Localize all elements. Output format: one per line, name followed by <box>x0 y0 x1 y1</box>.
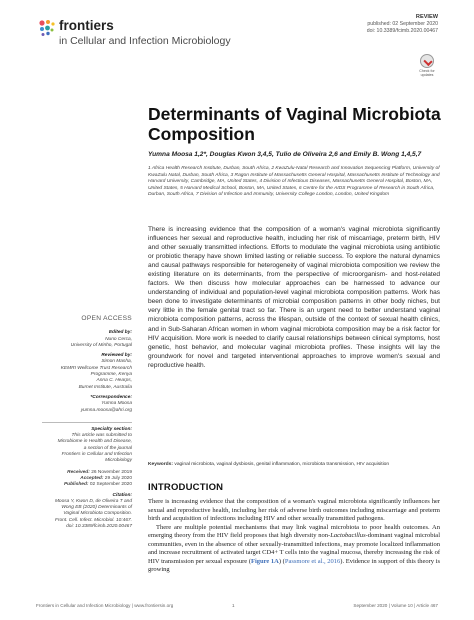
citation-line-2: Wong EB (2020) Determinants of <box>61 505 132 511</box>
specialty-label: Specialty section: <box>91 426 132 432</box>
crossmark-icon <box>420 54 434 68</box>
correspondence-name: Yumna Moosa <box>101 401 132 407</box>
doi-link[interactable]: doi: 10.3389/fcimb.2020.00467 <box>366 28 438 34</box>
article-type: REVIEW <box>415 14 438 20</box>
frontiers-logo[interactable] <box>38 19 238 59</box>
keywords <box>148 462 448 467</box>
reviewed-by-label: Reviewed by: <box>101 353 132 359</box>
introduction-body <box>148 498 440 575</box>
intro-p2-italic: Lactobacillus <box>330 532 366 539</box>
specialty-line-4: Frontiers in Cellular and Infection <box>61 452 132 458</box>
correspondence-email[interactable]: yumna.moosa@ahri.org <box>80 407 132 413</box>
published-date: published: 02 September 2020 <box>367 21 438 27</box>
received-value: 26 November 2019 <box>91 469 132 475</box>
footer-issue-info: September 2020 | Volume 10 | Article 467 <box>353 603 438 608</box>
editor-name: Nuno Cerca, <box>105 336 132 342</box>
open-access-label: OPEN ACCESS <box>81 315 132 322</box>
crossmark-label: Check for updates <box>419 69 435 77</box>
page-number: 1 <box>232 603 235 608</box>
editor-affil: University of Minho, Portugal <box>70 342 132 348</box>
figure-1a-link[interactable]: Figure 1A <box>251 557 279 565</box>
specialty-line-1: This article was submitted to <box>71 433 132 439</box>
citation-link-passmore[interactable]: Passmore et al., 2016 <box>284 557 341 565</box>
affiliations: 1 Africa Health Research Institute, Durban, South Africa, 2 KwaZulu-Natal Research and Innovation Sequencing Platform, University of KwaZulu Natal, Durban, South Africa, 3 Ragon Institute of Massachusetts General Hospital, Massachusetts Institute of Technology and Harvard University, Cambridge, MA, United States, 4 Division of Infectious Diseases, Massachusetts General Hospital, Boston, MA, United States, 5 Harvard Medical School, Boston, MA, United States, 6 Centre for the AIDS Programme of Research in South Africa, Durban, South Africa, 7 Division of Infection and Immunity, University College London, London, United Kingdom <box>148 166 440 197</box>
correspondence-label: *Correspondence: <box>90 394 132 400</box>
specialty-line-3: a section of the journal <box>83 445 132 451</box>
citation-line-5[interactable]: doi: 10.3389/fcimb.2020.00467 <box>66 524 132 530</box>
intro-p2-part-b: -dominant vaginal microbial communities, even in the absence of other sexually-transmitted infections, may promote localized inflammation and increase recruitment of activated target CD4+ T cells into the vaginal mucosa, thereby increasing the risk of HIV transmission per sexual exposure ( <box>148 532 441 565</box>
introduction-heading: INTRODUCTION <box>148 482 224 493</box>
received-label: Received: <box>67 469 90 475</box>
footer-journal-link[interactable]: Frontiers in Cellular and Infection Microbiology | www.frontiersin.org <box>36 603 174 608</box>
citation-line-1: Moosa Y, Kwon D, de Oliveira T and <box>54 498 132 504</box>
intro-p2-part-c: ) ( <box>278 557 285 565</box>
intro-p2-part-a: There are multiple potential mechanisms that may link vaginal microbiota to poor health outcomes. An emerging theory from the HIV field proposes that high diversity non- <box>148 523 440 539</box>
title-line-2: Composition <box>148 124 255 144</box>
published-date-sidebar <box>40 482 132 488</box>
citation-line-4: Front. Cell. Infect. Microbiol. 10:467. <box>54 517 132 523</box>
title-line-1: Determinants of Vaginal Microbiota <box>148 104 441 124</box>
specialty-line-5: Microbiology <box>105 458 132 464</box>
journal-header <box>0 0 474 80</box>
specialty-line-2: Microbiome in Health and Disease, <box>57 439 132 445</box>
intro-p2-part-d: ). Evidence in support of this theory is growing <box>148 557 440 573</box>
published-value: 02 September 2020 <box>89 482 132 488</box>
sidebar-divider <box>42 422 132 423</box>
keywords-label: Keywords: <box>148 462 174 467</box>
article-meta <box>367 14 438 35</box>
published-label: Published: <box>63 482 89 488</box>
reviewer-1-name: Simon Masha, <box>101 359 132 365</box>
accepted-value: 29 July 2020 <box>104 475 132 481</box>
keywords-list: vaginal microbiota, vaginal dysbiosis, genital inflammation, microbiota transmission, HIV acquisition <box>174 462 390 467</box>
article-dates <box>40 470 132 489</box>
reviewer-2-affil: Burnet Institute, Australia <box>78 384 132 390</box>
citation-line-3: Vaginal Microbiota Composition. <box>63 511 132 517</box>
check-for-updates-button[interactable] <box>416 54 438 80</box>
article-sidebar <box>40 316 132 530</box>
reviewer-1-affil-2: Programme, Kenya <box>90 372 132 378</box>
citation-label: Citation: <box>112 492 132 498</box>
frontiers-logo-icon <box>38 19 56 37</box>
brand-name: frontiers <box>59 18 114 33</box>
intro-paragraph-1: There is increasing evidence that the composition of a woman's vaginal microbiota significantly influences her sexual and reproductive health, including her risk of adverse birth outcomes including miscarriage and preterm birth and acquisition of infections including HIV and other sexually transmitted pathogens. <box>148 498 440 522</box>
reviewer-2-name: Anna C. Hearps, <box>96 378 132 384</box>
reviewer-1-affil: KEMRI Wellcome Trust Research <box>60 365 132 371</box>
edited-by-label: Edited by: <box>108 330 132 336</box>
intro-paragraph-2 <box>148 524 440 575</box>
accepted-label: Accepted: <box>80 475 104 481</box>
article-title <box>148 104 448 144</box>
abstract: There is increasing evidence that the composition of a woman's vaginal microbiota significantly influences her sexual and reproductive health, including her risk of miscarriage, preterm birth, HIV and other sexually transmitted infections. Efforts to modulate the vaginal microbiota using antibiotic or probiotic therapy have shown limited lasting or reliable success. To explore the natural dynamics and causal pathways responsible for heterogeneity of vaginal microbiota composition we review the existing literature on its determinants, from the perspective of microorganism- and host-related factors. We then discuss how molecular approaches can be harnessed to advance our understanding of individual and population-level vaginal microbiota composition patterns. Work has been done to investigate determinants of microbial composition patterns in other body niches, but very little in the female genital tract so far. There is an urgent need to better understand vaginal microbiota composition patterns, across the lifespan, outside of the context of sexual health clinics, and in Sub-Saharan African women in whom vaginal microbiota composition may be a risk factor for HIV acquisition. More work is needed to clarify causal relationships between clinical symptoms, host genetic, host behavior, and molecular vaginal microbiota profiles. These insights will lay the groundwork for novel and targeted interventional approaches to improve women's sexual and reproductive health. <box>148 226 440 369</box>
author-list: Yumna Moosa 1,2*, Douglas Kwon 3,4,5, Tulio de Oliveira 2,6 and Emily B. Wong 1,4,5,7 <box>148 151 422 158</box>
journal-name: in Cellular and Infection Microbiology <box>59 35 231 47</box>
